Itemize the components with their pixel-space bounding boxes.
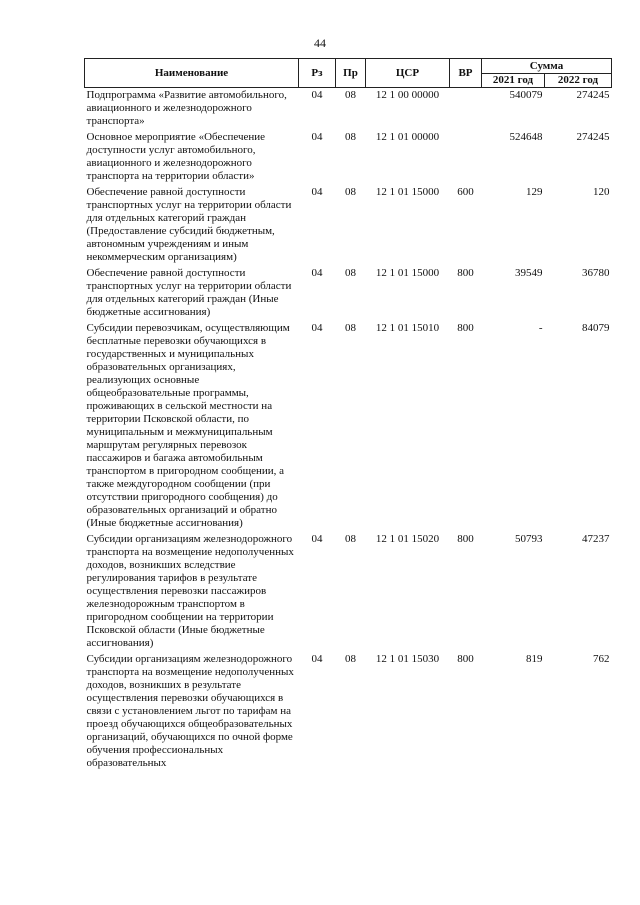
- row-vr: [450, 88, 482, 131]
- row-vr: 800: [457, 653, 474, 665]
- header-rz: Рз: [299, 59, 336, 88]
- row-vr: 800: [457, 533, 474, 545]
- row-2021: 129: [526, 186, 543, 198]
- row-2022: 274245: [576, 131, 610, 143]
- row-pr: 08: [345, 533, 356, 545]
- row-csr: 12 1 01 15020: [375, 533, 440, 545]
- header-year-2021: 2021 год: [482, 74, 545, 88]
- row-csr: 12 1 01 00000: [375, 131, 440, 143]
- table-header: [85, 59, 612, 88]
- table-row: [85, 652, 612, 772]
- header-csr: ЦСР: [366, 59, 450, 88]
- budget-table: [84, 58, 612, 772]
- header-sum: Сумма: [482, 59, 612, 74]
- row-name: Субсидии организациям железнодорожного транспорта на возмещение недополученных доходов, возникших вследствие регулирования тарифов в результате осуществления перевозки пассажиров железнодорожным транспортом в пригородном сообщении на территории Псковской области (Иные бюджетные ассигнования): [86, 533, 294, 649]
- row-2021: 39549: [515, 267, 543, 279]
- row-rz: 04: [311, 653, 323, 665]
- row-vr: 800: [457, 267, 474, 279]
- row-pr: 08: [345, 322, 356, 334]
- row-2022: 47237: [582, 533, 610, 545]
- row-rz: 04: [311, 322, 323, 334]
- row-2021: 50793: [515, 533, 543, 545]
- row-2022: 274245: [576, 89, 610, 101]
- row-pr: 08: [345, 131, 356, 143]
- row-pr: 08: [345, 267, 356, 279]
- row-csr: 12 1 01 15000: [375, 267, 440, 279]
- row-2021: -: [538, 322, 543, 334]
- row-rz: 04: [311, 267, 323, 279]
- table-row: [85, 321, 612, 532]
- table-row: [85, 266, 612, 321]
- table-row: [85, 532, 612, 652]
- row-vr: 600: [457, 186, 474, 198]
- table-row: [85, 130, 612, 185]
- row-name: Основное мероприятие «Обеспечение доступности услуг автомобильного, авиационного и железнодорожного транспорта на территории области»: [86, 131, 266, 182]
- page-number: 44: [314, 36, 326, 50]
- row-rz: 04: [311, 89, 323, 101]
- row-name: Подпрограмма «Развитие автомобильного, авиационного и железнодорожного транспорта»: [86, 89, 287, 127]
- row-2022: 36780: [582, 267, 610, 279]
- row-2022: 762: [593, 653, 610, 665]
- row-name: Субсидии перевозчикам, осуществляющим бесплатные перевозки обучающихся в государственных и муниципальных образовательных организациях, реализующих основные общеобразовательные программы, проживающих в сельской местности на территории Псковской области, по муниципальным и межмуниципальным маршрутам регулярных перевозок пассажиров и багажа автомобильным транспортом в пригородном сообщении, а также междугородном сообщении (при отсутствии пригородного сообщения) до образовательных организаций и обратно (Иные бюджетные ассигнования): [86, 322, 290, 529]
- row-2022: 120: [593, 186, 610, 198]
- header-year-2022: 2022 год: [545, 74, 612, 88]
- row-2021: 540079: [509, 89, 543, 101]
- header-pr: Пр: [336, 59, 366, 88]
- header-name: Наименование: [85, 59, 299, 88]
- row-2022: 84079: [582, 322, 610, 334]
- row-2021: 524648: [509, 131, 543, 143]
- row-name: Субсидии организациям железнодорожного транспорта на возмещение недополученных доходов, возникших в результате осуществления перевозки обучающихся в связи с установлением льгот по тарифам на проезд обучающихся общеобразовательных организаций, обучающихся по очной форме обучения профессиональных образовательных: [86, 653, 294, 769]
- row-csr: 12 1 00 00000: [375, 89, 440, 101]
- row-name: Обеспечение равной доступности транспортных услуг на территории области для отдельных категорий граждан (Иные бюджетные ассигнования): [86, 267, 292, 318]
- row-pr: 08: [345, 89, 356, 101]
- row-rz: 04: [311, 186, 323, 198]
- header-vr: ВР: [450, 59, 482, 88]
- row-csr: 12 1 01 15030: [375, 653, 440, 665]
- row-pr: 08: [345, 186, 356, 198]
- row-rz: 04: [311, 533, 323, 545]
- row-vr: 800: [457, 322, 474, 334]
- row-vr: [450, 130, 482, 185]
- table-row: [85, 88, 612, 131]
- row-csr: 12 1 01 15000: [375, 186, 440, 198]
- row-name: Обеспечение равной доступности транспортных услуг на территории области для отдельных категорий граждан (Предоставление субсидий бюджетным, автономным учреждениям и иным некоммерческим организациям): [86, 186, 292, 263]
- table-row: [85, 185, 612, 266]
- row-csr: 12 1 01 15010: [375, 322, 440, 334]
- row-pr: 08: [345, 653, 356, 665]
- row-rz: 04: [311, 131, 323, 143]
- row-2021: 819: [526, 653, 543, 665]
